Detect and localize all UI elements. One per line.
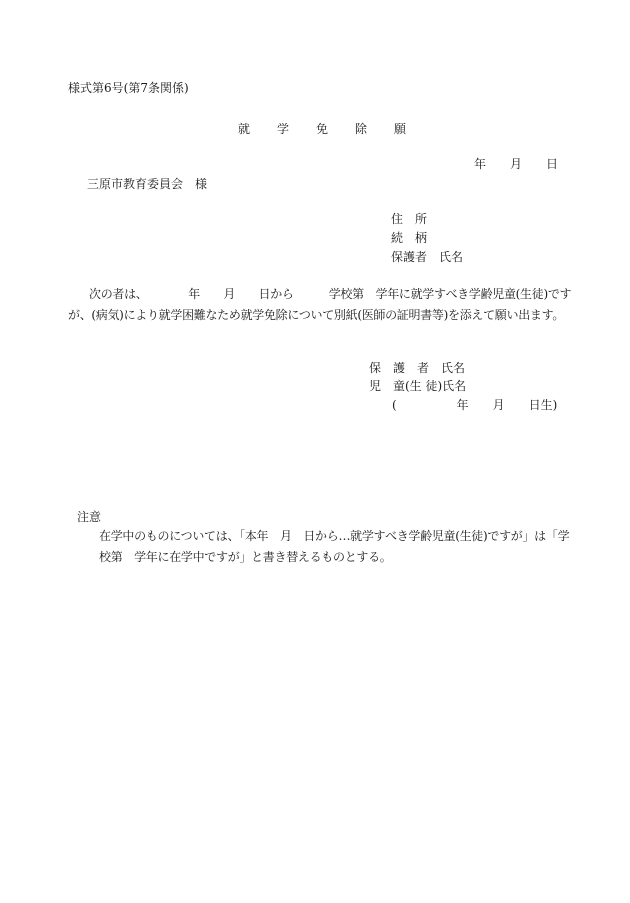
body-paragraph: 次の者は、 年 月 日から 学校第 学年に就学すべき学齢児童(生徒)ですが、(病気)により就学困難なため就学免除について別紙(医師の証明書等)を添えて願い出ます。 xyxy=(68,287,572,322)
notes-text: 在学中のものについては、「本年 月 日から…就学すべき学齢児童(生徒)ですが」は「学校第 学年に在学中ですが」と書き替えるものとする。 xyxy=(99,529,570,564)
form-number: 様式第6号(第7条関係) xyxy=(68,81,189,95)
guardian-name-label: 保護者 氏名 xyxy=(391,250,464,264)
document-title: 就 学 免 除 願 xyxy=(238,122,408,136)
address-label: 住 所 xyxy=(391,212,428,226)
relation-label: 続 柄 xyxy=(391,231,428,245)
addressee: 三原市教育委員会 様 xyxy=(87,177,208,191)
notes-heading: 注意 xyxy=(77,510,102,524)
subject-guardian-label: 保 護 者 氏名 xyxy=(369,361,466,375)
subject-child-label: 児 童(生 徒)氏名 xyxy=(369,379,467,393)
subject-birth-line: ( 年 月 日生) xyxy=(392,398,558,412)
date-line: 年 月 日 xyxy=(474,157,559,171)
